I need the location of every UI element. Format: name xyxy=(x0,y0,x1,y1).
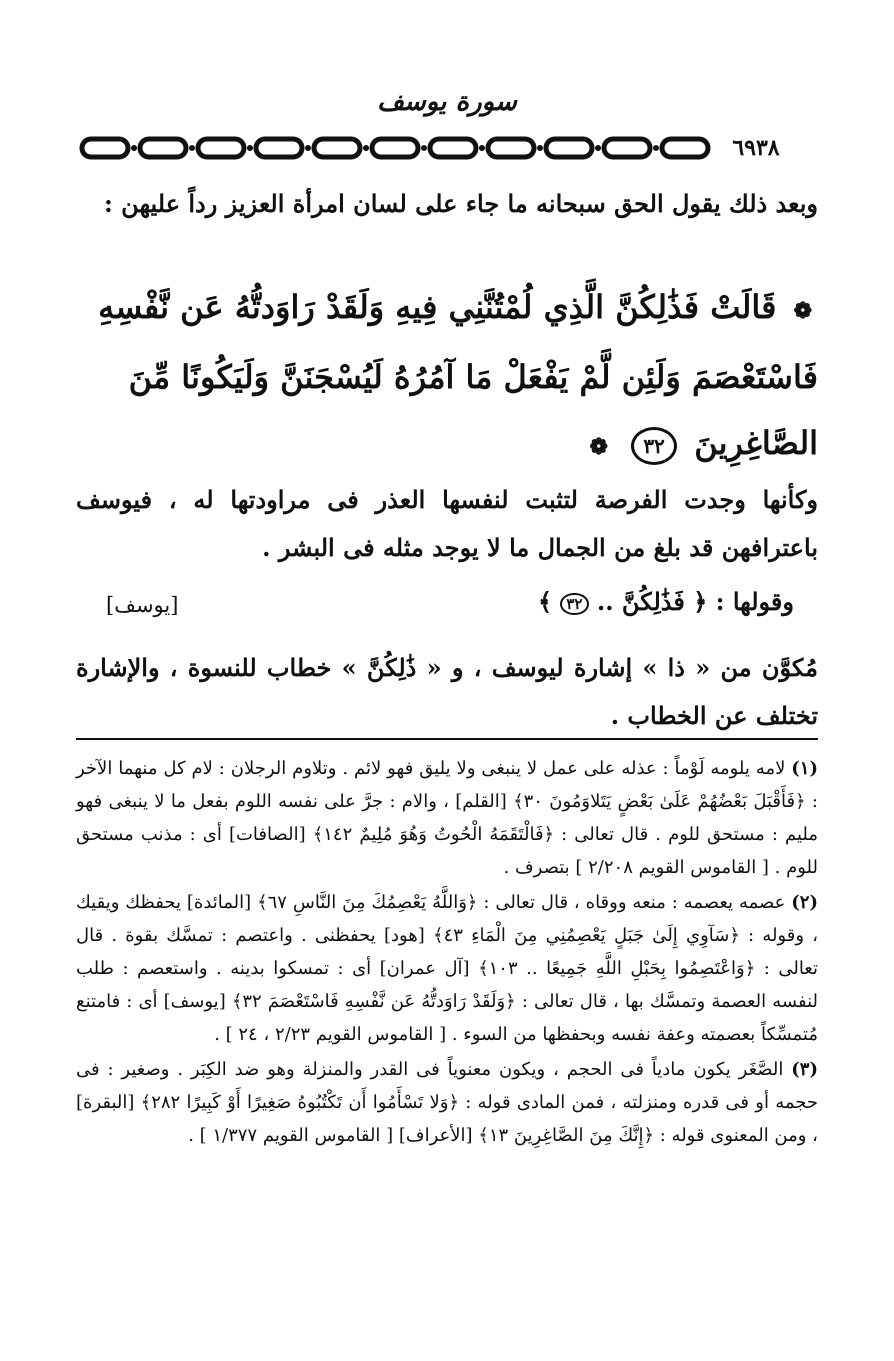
quote-intro-text: وقولها : xyxy=(715,587,794,616)
verse-number-badge: ٣٢ xyxy=(631,427,677,465)
decorative-chain-border xyxy=(78,134,718,162)
footnote-item xyxy=(76,1053,818,1152)
surah-title: سورة يوسف xyxy=(377,87,517,117)
footnote-text: عصمه يعصمه : منعه ووقاه ، قال تعالى : ﴿وَاللَّهُ يَعْصِمُكَ مِنَ النَّاسِ ٦٧﴾ [المائدة] يحفظك ويقيك ، وقوله : ﴿سَآوِي إِلَىٰ جَبَلٍ يَعْصِمُنِي مِنَ الْمَاءِ ٤٣﴾ [هود] يحفظنى . واعتصم : تمسَّك بقوة . قال تعالى : ﴿وَاعْتَصِمُوا بِحَبْلِ اللَّهِ جَمِيعًا .. ١٠٣﴾ [آل عمران] أى : تمسكوا بدينه . واستعصم : طلب لنفسه العصمة وتمسَّك بها ، قال تعالى : ﴿وَلَقَدْ رَاوَدتُّهُ عَن نَّفْسِهِ فَاسْتَعْصَمَ ٣٢﴾ [يوسف] أى : فامتنع مُتمسِّكاً بعصمته وعفة نفسه وبحفظها من السوء . [ القاموس القويم ٢/٢٣ ، ٢٤ ] . xyxy=(76,892,819,1045)
footnotes-section xyxy=(76,752,818,1154)
page-number: ٦٩٣٨ xyxy=(732,135,780,161)
quran-verse-block xyxy=(76,274,818,480)
footnote-text: لامه يلومه لَوْماً : عذله على عمل لا ينبغى ولا يليق فهو لائم . وتلاوم الرجلان : لام كل منهما الآخر : ﴿فَأَقْبَلَ بَعْضُهُمْ عَلَىٰ بَعْضٍ يَتَلاوَمُونَ ٣٠﴾ [القلم] ، والام : جرَّ على نفسه اللوم بفعل ما لا ينبغى فهو مليم : مستحق للوم . قال تعالى : ﴿فَالْتَقَمَهُ الْحُوتُ وَهُوَ مُلِيمٌ ١٤٢﴾ [الصافات] أى : مذنب مستحق للوم . [ القاموس القويم ٢/٢٠٨ ] بتصرف . xyxy=(76,758,818,878)
quoted-word-line: وقولها : ﴿ فَذَٰلِكُنَّ .. ٣٢ ﴾ xyxy=(537,587,794,616)
quoted-verse-fragment: فَذَٰلِكُنَّ .. xyxy=(596,587,685,616)
footnote-number: (١) xyxy=(791,758,818,779)
grammar-paragraph: مُكوَّن من « ذا » إشارة ليوسف ، و « ذَٰلِكُنَّ » خطاب للنسوة ، والإشارة تختلف عن الخطاب . xyxy=(76,653,818,730)
quoted-verse-number: ٣٢ xyxy=(560,593,588,615)
footnote-divider xyxy=(76,738,818,740)
footnote-item xyxy=(76,886,818,1051)
commentary-paragraph: وكأنها وجدت الفرصة لتثبت لنفسها العذر فى مراودتها له ، فيوسف باعترافهن قد بلغ من الجمال ما لا يوجد مثله فى البشر . xyxy=(76,485,818,562)
footnote-item xyxy=(76,752,818,884)
surah-reference: [يوسف] xyxy=(106,593,179,617)
intro-paragraph: وبعد ذلك يقول الحق سبحانه ما جاء على لسان امرأة العزيز رداً عليهن : xyxy=(103,189,818,218)
quran-verse-text: قَالَتْ فَذَٰلِكُنَّ الَّذِي لُمْتُنَّنِي فِيهِ وَلَقَدْ رَاوَدتُّهُ عَن نَّفْسِهِ فَاسْتَعْصَمَ وَلَئِن لَّمْ يَفْعَلْ مَا آمُرُهُ لَيُسْجَنَنَّ وَلَيَكُونًا مِّنَ الصَّاغِرِينَ xyxy=(98,288,818,462)
verse-open-ornament-icon: ❁ xyxy=(793,298,812,324)
verse-close-ornament-icon: ❁ xyxy=(589,434,608,460)
footnote-text: الصَّغَر يكون مادياً فى الحجم ، ويكون معنوياً فى القدر والمنزلة وهو ضد الكِبَر . وصغير : فى حجمه أو فى قدره ومنزلته ، فمن المادى قوله : ﴿وَلا تَسْأَمُوا أَن تَكْتُبُوهُ صَغِيرًا أَوْ كَبِيرًا ٢٨٢﴾ [البقرة] ، ومن المعنوى قوله : ﴿إِنَّكَ مِنَ الصَّاغِرِينَ ١٣﴾ [الأعراف] [ القاموس القويم ١/٣٧٧ ] . xyxy=(76,1059,818,1146)
footnote-number: (٢) xyxy=(791,892,818,913)
footnote-number: (٣) xyxy=(791,1059,818,1080)
